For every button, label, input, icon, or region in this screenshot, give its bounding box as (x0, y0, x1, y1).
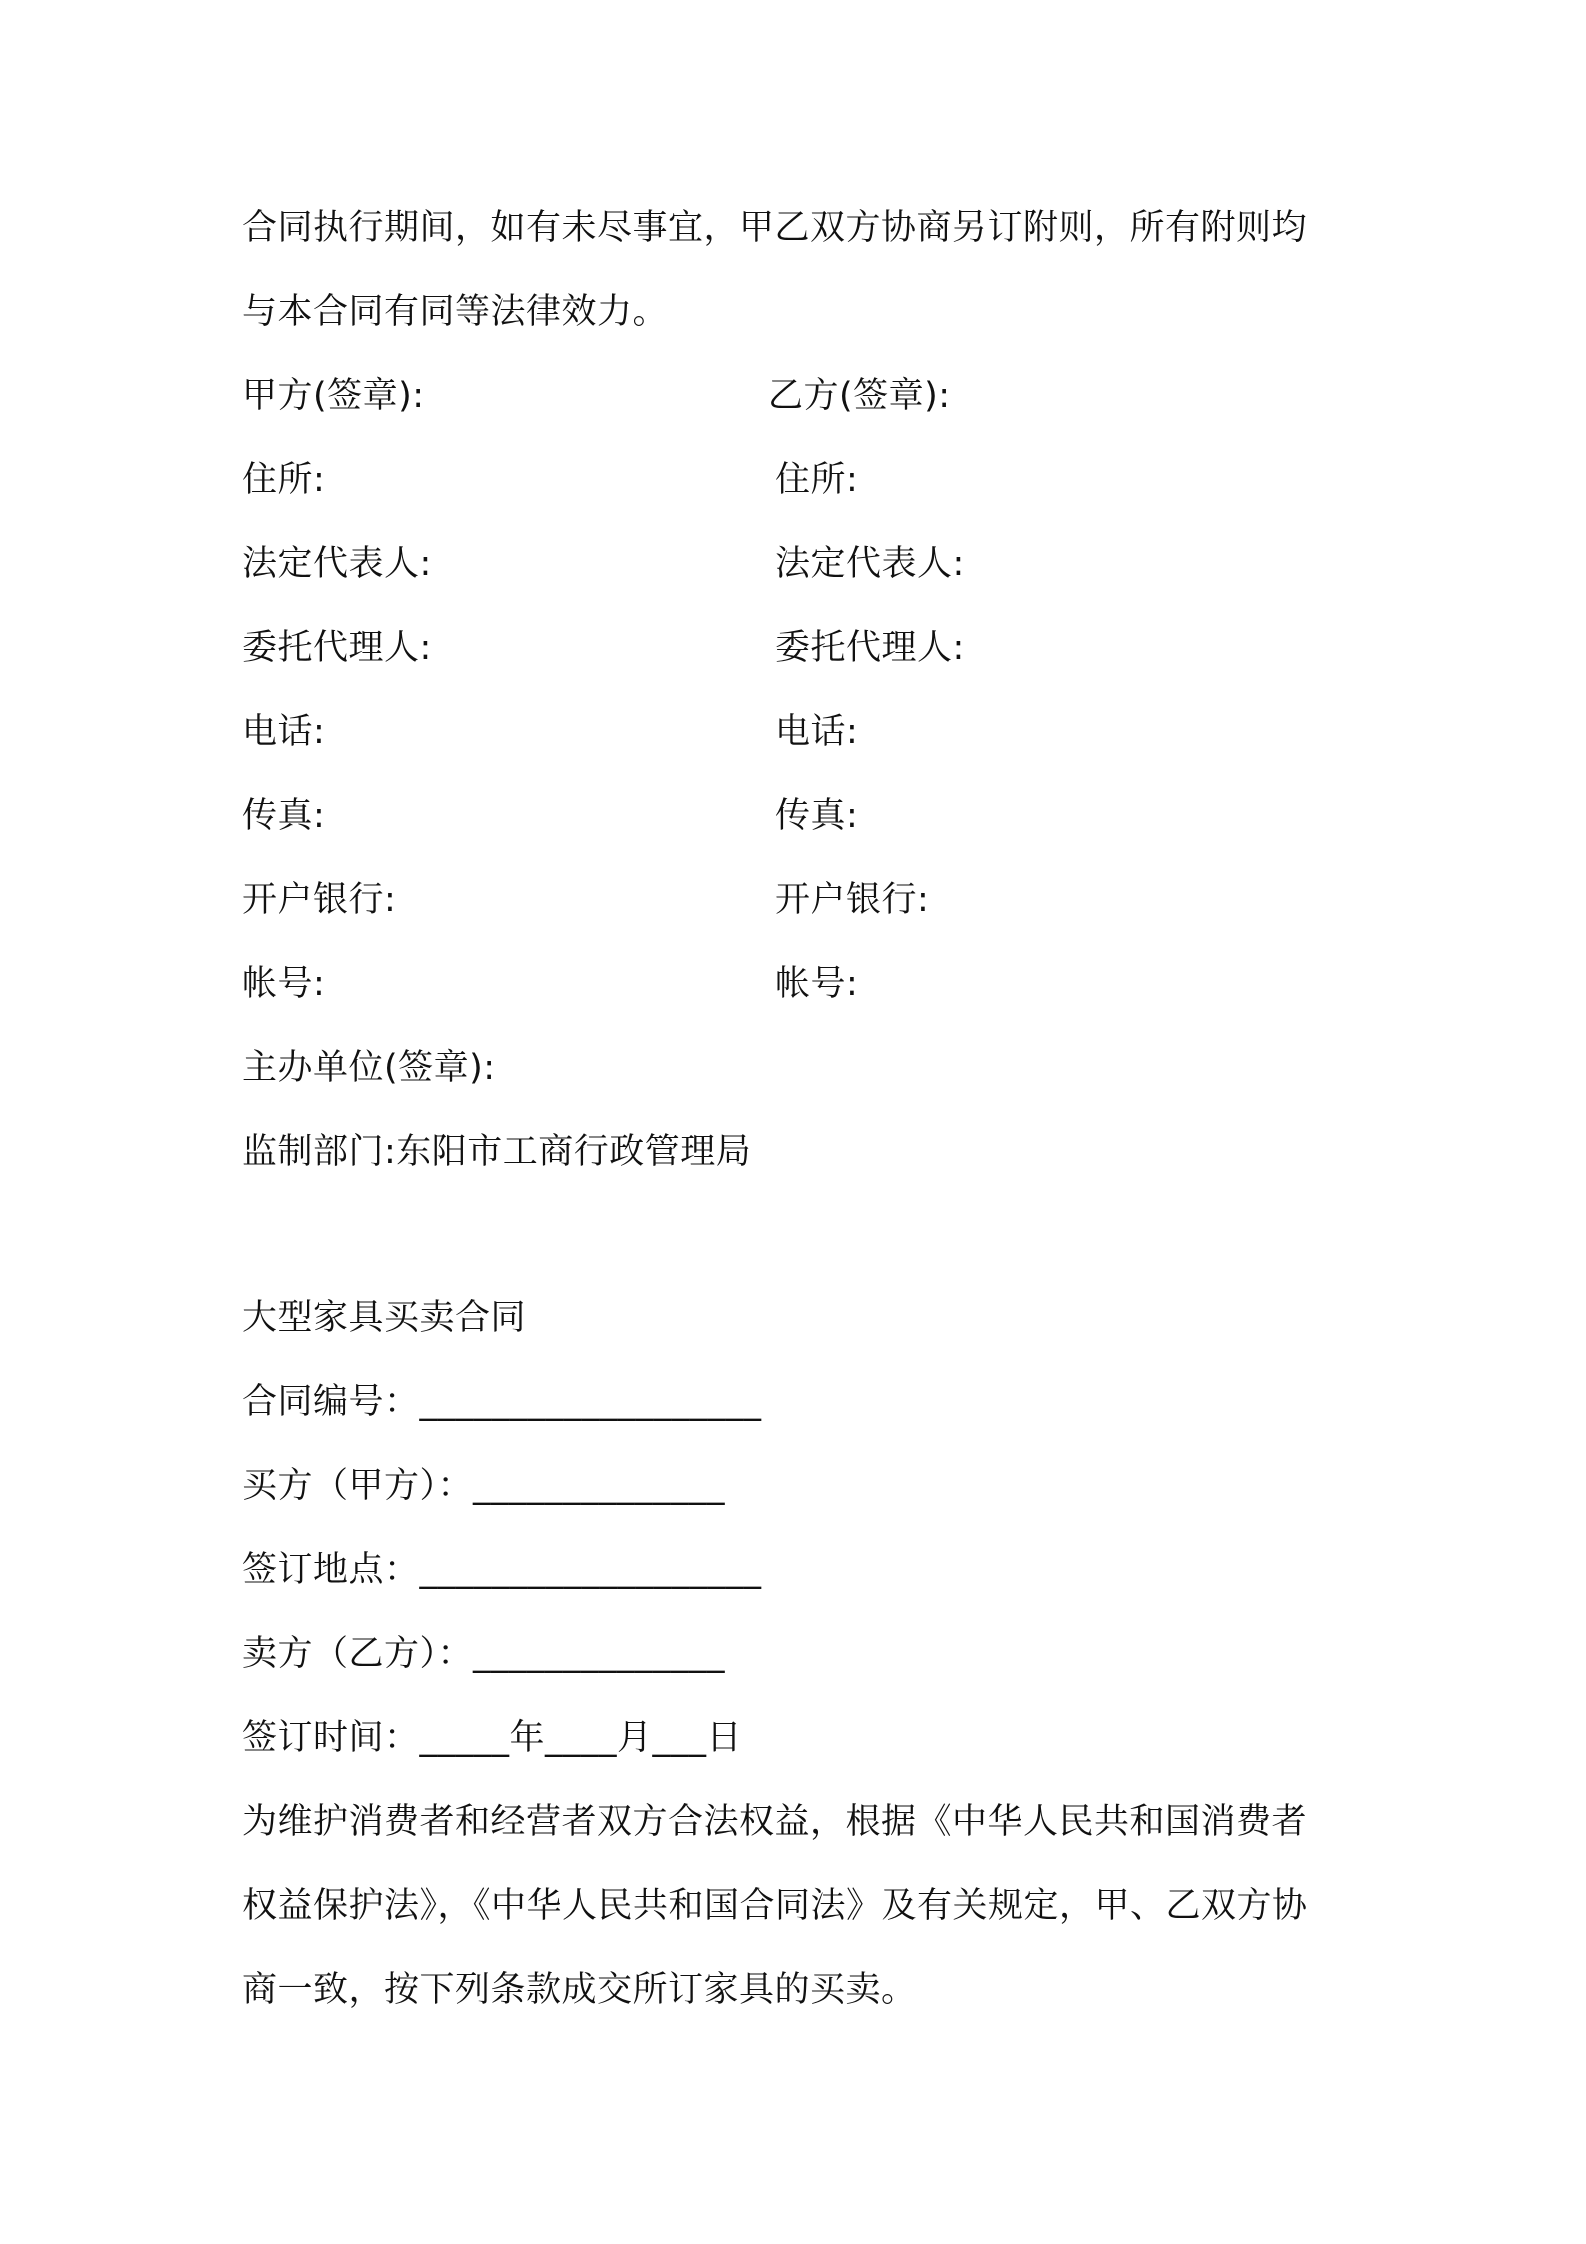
supervisor-dept: 监制部门:东阳市工商行政管理局 (242, 1132, 752, 1172)
contract-number: 合同编号：___________________ (242, 1382, 762, 1422)
party-b-phone: 电话: (775, 712, 859, 752)
contract-title: 大型家具买卖合同 (242, 1298, 527, 1338)
party-a-agent: 委托代理人: (242, 628, 432, 668)
party-a-legal-rep: 法定代表人: (242, 544, 432, 584)
party-b-seal: 乙方(签章): (768, 376, 951, 416)
body-line-2: 权益保护法》，《中华人民共和国合同法》及有关规定，甲、乙双方协 (242, 1886, 1308, 1926)
body-line-3: 商一致，按下列条款成交所订家具的买卖。 (242, 1970, 917, 2010)
party-b-agent: 委托代理人: (775, 628, 965, 668)
party-a-bank: 开户银行: (242, 880, 397, 920)
party-a-fax: 传真: (242, 796, 326, 836)
intro-line-1: 合同执行期间，如有未尽事宜，甲乙双方协商另订附则，所有附则均 (242, 208, 1308, 248)
party-b-address: 住所: (775, 460, 859, 500)
party-a-seal: 甲方(签章): (242, 376, 425, 416)
party-a-address: 住所: (242, 460, 326, 500)
buyer-party: 买方（甲方）：______________ (242, 1466, 726, 1506)
signing-place: 签订地点：___________________ (242, 1550, 762, 1590)
intro-line-2: 与本合同有同等法律效力。 (242, 292, 669, 332)
party-b-legal-rep: 法定代表人: (775, 544, 965, 584)
seller-party: 卖方（乙方）：______________ (242, 1634, 726, 1674)
body-line-1: 为维护消费者和经营者双方合法权益，根据《中华人民共和国消费者 (242, 1802, 1308, 1842)
signing-date: 签订时间：_____年____月___日 (242, 1718, 743, 1758)
organizer-seal: 主办单位(签章): (242, 1048, 496, 1088)
party-a-account: 帐号: (242, 964, 326, 1004)
party-b-account: 帐号: (775, 964, 859, 1004)
party-a-phone: 电话: (242, 712, 326, 752)
party-b-fax: 传真: (775, 796, 859, 836)
party-b-bank: 开户银行: (775, 880, 930, 920)
